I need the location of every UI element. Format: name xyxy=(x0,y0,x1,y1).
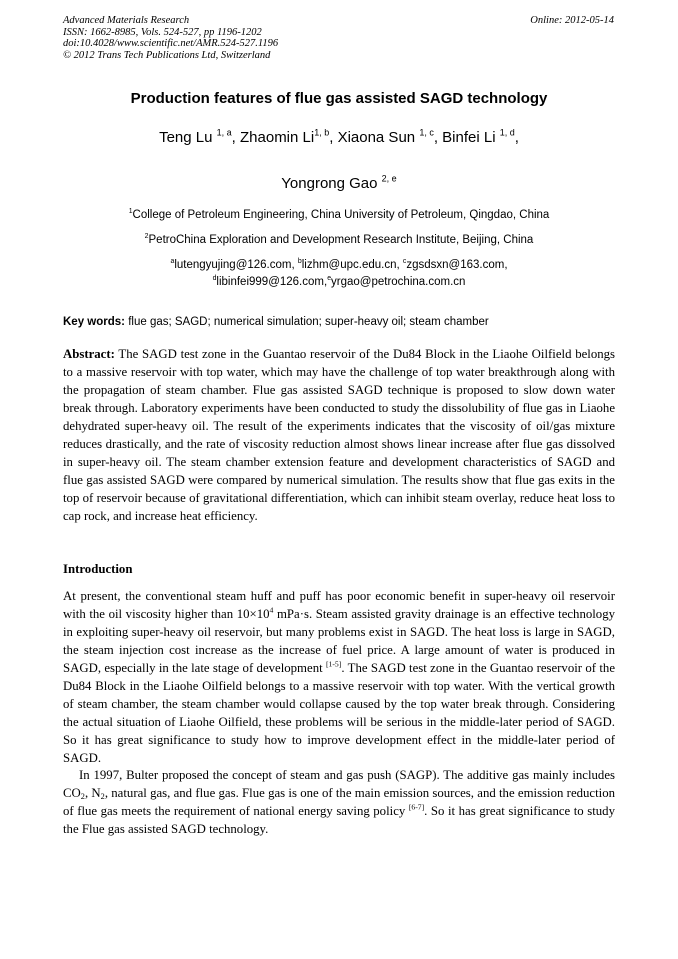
email-marker: d xyxy=(212,275,217,283)
email-line-2 xyxy=(0,276,678,288)
email-address: lutengyujing@126.com, xyxy=(174,259,295,271)
affiliation-1 xyxy=(0,209,678,221)
email-address: lizhm@upc.edu.cn, xyxy=(301,259,400,271)
text-run: In 1997, Bulter proposed the concept of steam and gas push (SAGP). The additive gas mainly includes CO xyxy=(63,768,615,800)
affiliation-2 xyxy=(0,234,678,246)
abstract-label: Abstract: xyxy=(63,347,115,361)
introduction-paragraph-2 xyxy=(63,766,615,838)
affil-number: 1 xyxy=(128,208,133,216)
subscript: 2 xyxy=(80,792,85,802)
journal-name: Advanced Materials Research xyxy=(63,15,190,26)
keywords-label: Key words: xyxy=(63,316,125,328)
text-run: mPa·s. Steam assisted gravity drainage is an effective technology in exploiting super-heavy oil reservoir, but many problems exist in SAGD. The heat loss is large in SAGD, the steam injection cost increase as the increase of fuel price. A large amount of water is produced in SAGD, especially in the late stage of development xyxy=(63,607,615,675)
author-name: Teng Lu xyxy=(159,129,213,146)
email-marker: a xyxy=(170,258,175,266)
author-name: Yongrong Gao xyxy=(281,175,378,192)
author-affil-sup: 1, a xyxy=(216,127,232,138)
affil-number: 2 xyxy=(144,233,149,241)
email-line-1 xyxy=(0,259,678,271)
author-name: Zhaomin Li xyxy=(240,129,315,146)
text-run: At present, the conventional steam huff and puff has poor economic benefit in super-heavy oil reservoir with the oil viscosity higher than 10×10 xyxy=(63,589,615,621)
journal-header xyxy=(63,15,278,61)
author-affil-sup: 2, e xyxy=(381,173,397,184)
text-run: , N xyxy=(84,786,101,800)
email-marker: b xyxy=(297,258,302,266)
abstract-paragraph xyxy=(63,345,615,525)
paper-title: Production features of flue gas assisted SAGD technology xyxy=(130,90,548,107)
citation: [1-5] xyxy=(325,659,342,669)
copyright-line: © 2012 Trans Tech Publications Ltd, Switzerland xyxy=(63,49,271,61)
keywords-text: flue gas; SAGD; numerical simulation; super-heavy oil; steam chamber xyxy=(128,316,489,328)
text-run: . So it has great significance to study the Flue gas assisted SAGD technology. xyxy=(63,804,615,836)
abstract-text: The SAGD test zone in the Guantao reservoir of the Du84 Block in the Liaohe Oilfield belongs to a massive reservoir with top water, which may have the challenge of top water breakthrough along with the propagation of steam chamber. Flue gas assisted SAGD technique is proposed to slow down water break through. Laboratory experiments have been conducted to study the dissolubility of flue gas in Liaohe dehydrated super-heavy oil. The result of the experiments indicates that the viscosity of oil/gas mixture reduces drastically, and the rate of viscosity reduction almost shows linear increase after flue gas dissolved in super-heavy oil. The steam chamber extension feature and development characteristics of SAGD and flue gas assisted SAGD were compared by numerical simulation. The results show that flue gas exits in the top of reservoir because of gravitational differentiation, which can inhibit steam overlay, reduce heat loss to cap rock, and increase heat efficiency. xyxy=(63,347,616,523)
author-line-2 xyxy=(0,175,678,192)
keywords xyxy=(63,316,615,328)
affil-text: PetroChina Exploration and Development Research Institute, Beijing, China xyxy=(148,234,534,246)
issn-line: ISSN: 1662-8985, Vols. 524-527, pp 1196-1202 xyxy=(63,26,262,38)
email-marker: c xyxy=(402,258,407,266)
introduction-heading: Introduction xyxy=(63,562,133,576)
author-affil-sup: 1, c xyxy=(419,127,434,138)
exponent: 4 xyxy=(269,605,274,615)
author-name: Xiaona Sun xyxy=(337,129,416,146)
author-name: Binfei Li xyxy=(442,129,496,146)
citation: [6-7] xyxy=(408,802,425,812)
author-line-1: Teng Lu $^{1, a}$, Zhaomin Li$^{1, b}$, Xiaona Sun $^{1, c}$, Binfei Li $^{1, d}$, xyxy=(159,127,519,146)
online-date: Online: 2012-05-14 xyxy=(530,15,614,26)
text-run: . The SAGD test zone in the Guantao reservoir of the Du84 Block in the Liaohe Oilfield belongs to a massive reservoir with top water. With the vertical growth of steam chamber, the steam chamber would collapse caused by the top water break through. Considering the actual situation of Liaohe Oilfield, these problems will be serious in the middle-later period of SAGD. So it has great significance to study how to improve development effect in the middle-later period of SAGD. xyxy=(63,661,615,765)
text-run: , natural gas, and flue gas. Flue gas is one of the main emission sources, and the emission reduction of flue gas meets the requirement of national energy saving policy xyxy=(63,786,616,818)
author-affil-sup: 1, b xyxy=(314,127,330,138)
email-address: zgsdsxn@163.com, xyxy=(406,259,508,271)
subscript: 2 xyxy=(100,792,105,802)
author-affil-sup: 1, d xyxy=(499,127,515,138)
affil-text: College of Petroleum Engineering, China University of Petroleum, Qingdao, China xyxy=(132,209,550,221)
email-address: yrgao@petrochina.com.cn xyxy=(331,276,466,288)
doi-line: doi:10.4028/www.scientific.net/AMR.524-527.1196 xyxy=(63,38,279,50)
email-marker: e xyxy=(327,275,332,283)
introduction-paragraph-1 xyxy=(63,587,615,767)
email-address: libinfei999@126.com, xyxy=(216,276,328,288)
